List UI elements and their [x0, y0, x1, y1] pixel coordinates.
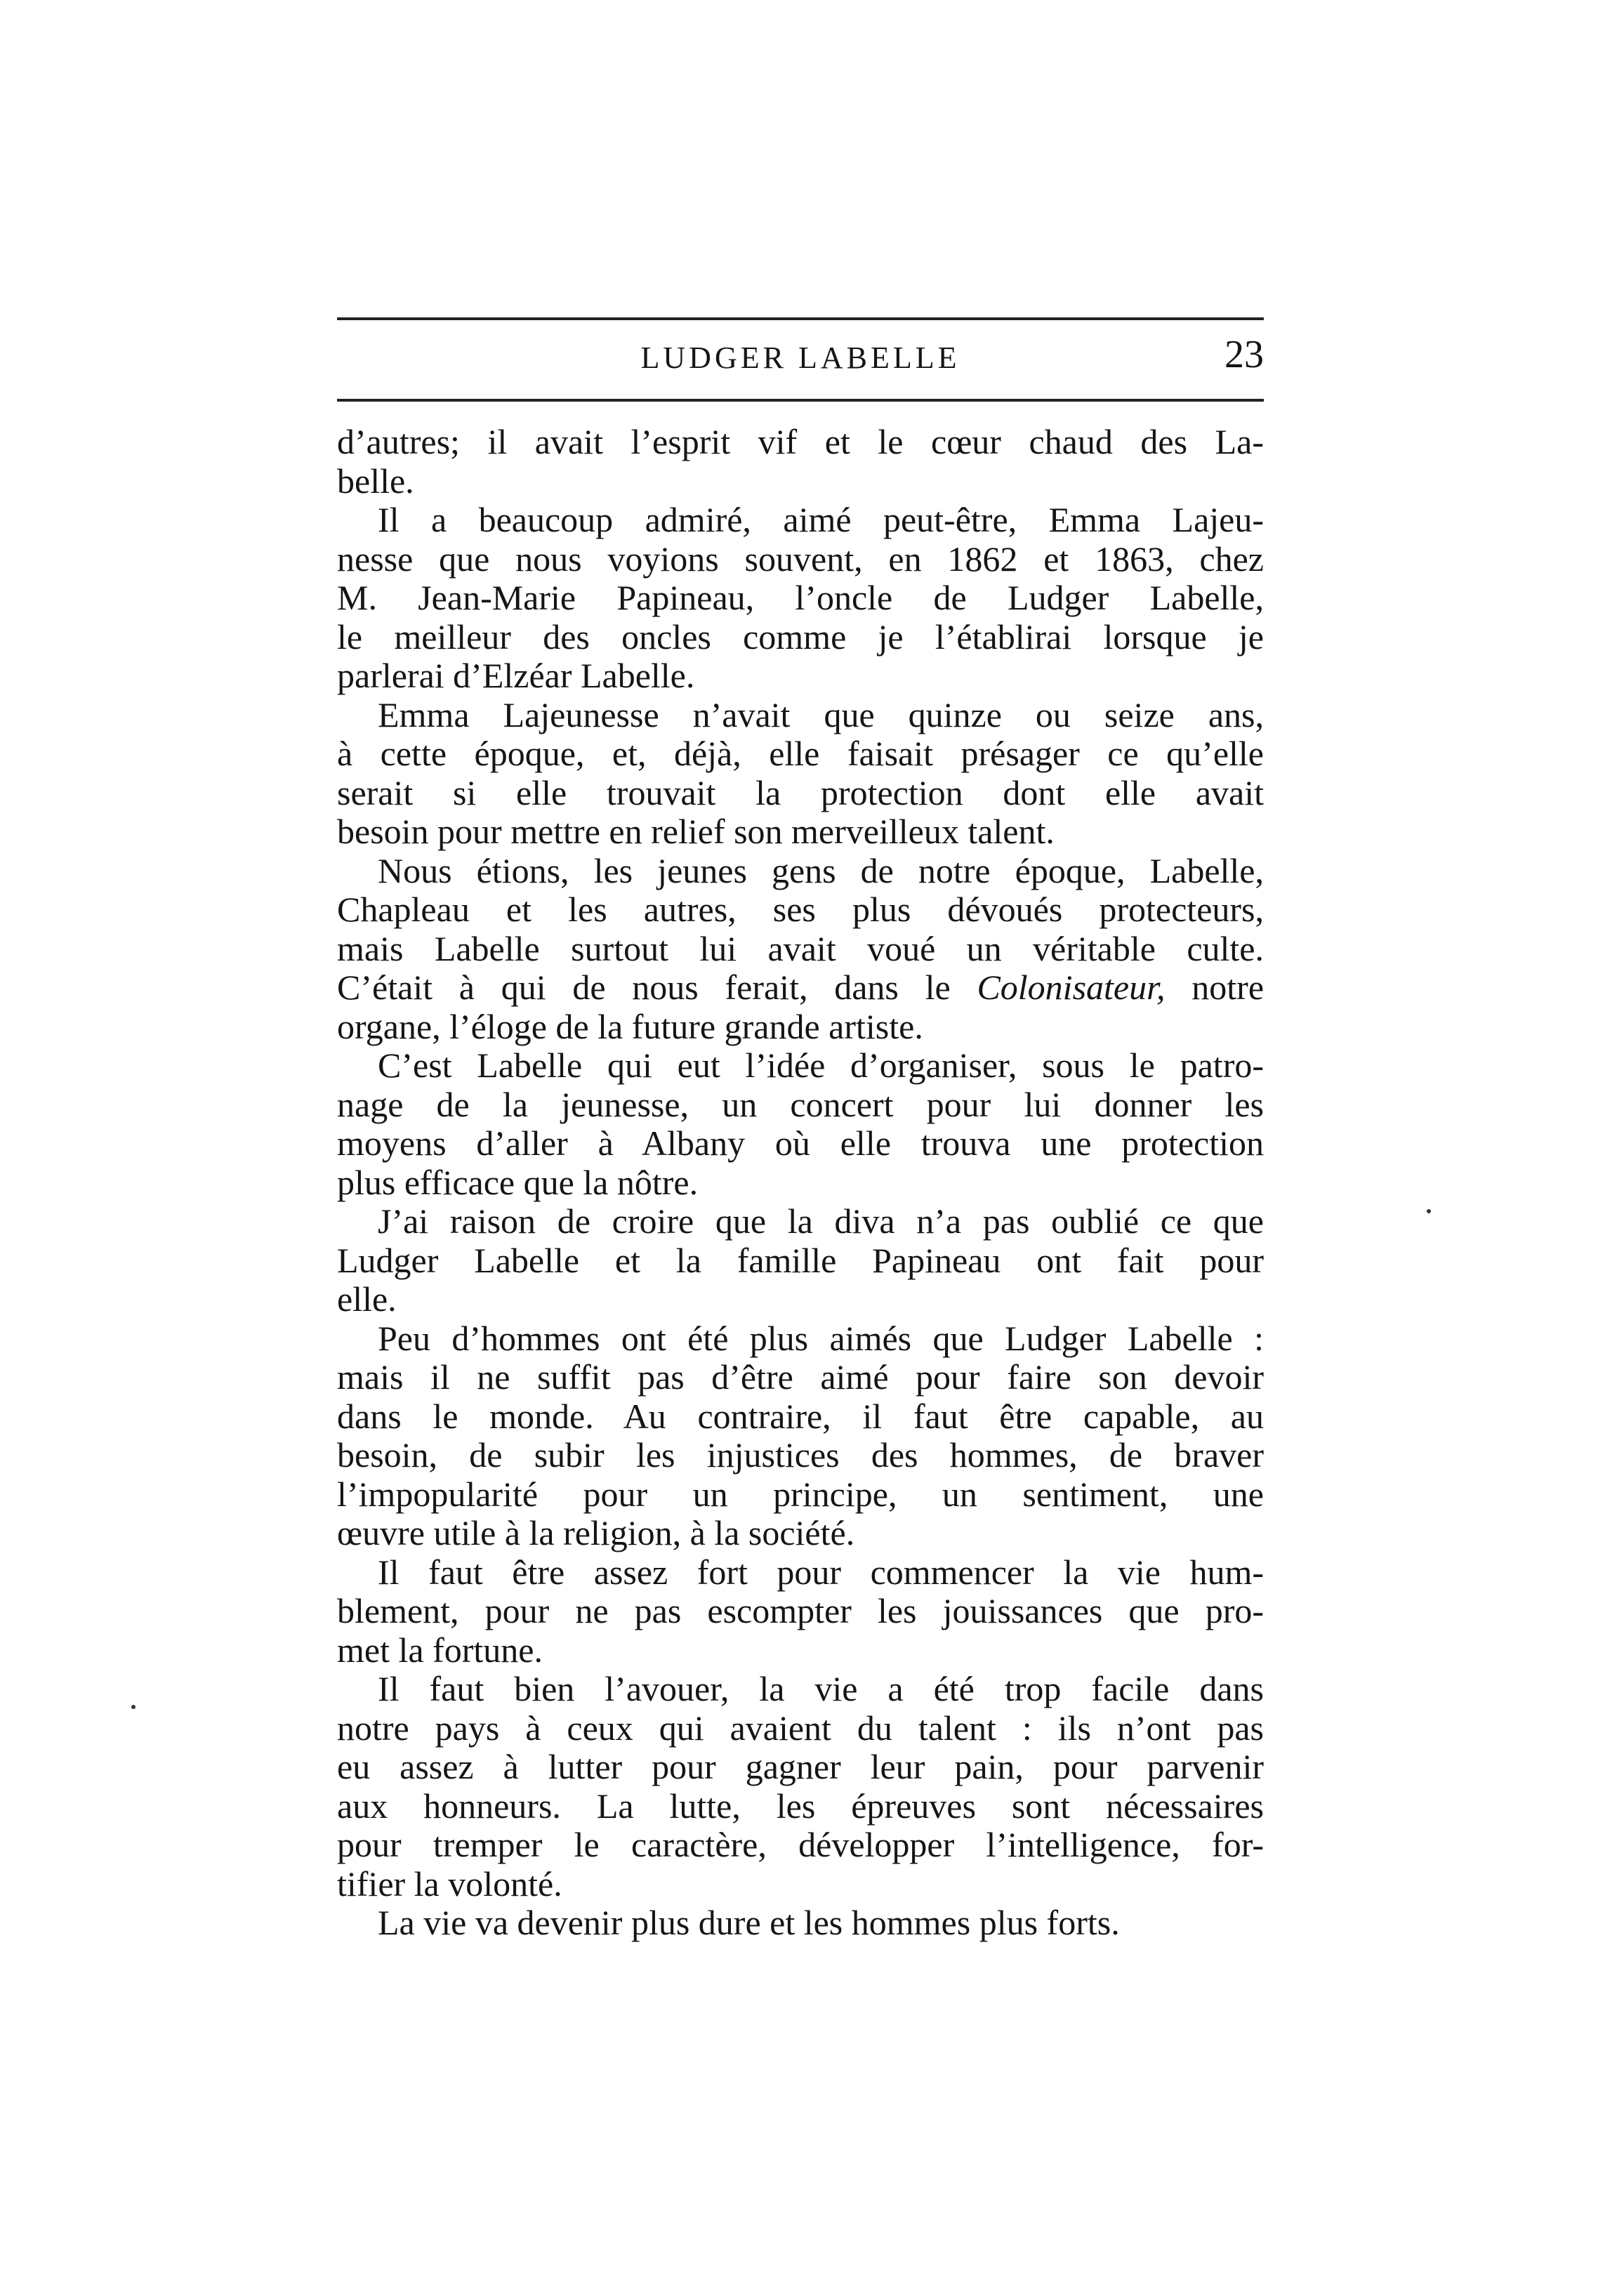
text-line-content: Il faut bien l’avouer, la vie a été trop facile dans [378, 1669, 1264, 1708]
text-line [337, 1008, 1264, 1047]
text-line [337, 423, 1264, 462]
text-line [337, 1592, 1264, 1631]
text-line [337, 1475, 1264, 1515]
text-line [337, 462, 1264, 501]
text-line [337, 1826, 1264, 1865]
text-line-content: organe, l’éloge de la future grande artiste. [337, 1006, 923, 1046]
text-line-content: moyens d’aller à Albany où elle trouva une protection [337, 1123, 1264, 1163]
text-line-content: dans le monde. Au contraire, il faut être capable, au [337, 1396, 1264, 1436]
text-line-content: eu assez à lutter pour gagner leur pain, pour parvenir [337, 1747, 1264, 1786]
text-line [337, 696, 1264, 735]
header-rule-bottom [337, 399, 1264, 402]
text-line [337, 1709, 1264, 1748]
text-line [337, 1787, 1264, 1826]
text-line [337, 1280, 1264, 1319]
text-line-content: C’était à qui de nous ferait, dans le [337, 968, 977, 1007]
running-header [337, 327, 1264, 390]
text-line-content: met la fortune. [337, 1630, 543, 1670]
text-line [337, 579, 1264, 618]
text-line-content: nage de la jeunesse, un concert pour lui donner les [337, 1084, 1264, 1124]
text-line-content: Il a beaucoup admiré, aimé peut-être, Emma Lajeu- [378, 500, 1264, 539]
text-line-content: Ludger Labelle et la famille Papineau ont fait pour [337, 1240, 1264, 1280]
text-line [337, 890, 1264, 930]
text-line-content: J’ai raison de croire que la diva n’a pas oublié ce que [378, 1201, 1264, 1241]
text-line [337, 540, 1264, 579]
text-line [337, 1086, 1264, 1125]
text-line-content: M. Jean-Marie Papineau, l’oncle de Ludger Labelle, [337, 578, 1264, 617]
text-line [337, 618, 1264, 657]
text-line-content: Chapleau et les autres, ses plus dévoués protecteurs, [337, 890, 1264, 929]
text-line-content: l’impopularité pour un principe, un sentiment, une [337, 1474, 1264, 1514]
text-line-content: notre [1165, 968, 1265, 1007]
text-line-content: mais il ne suffit pas d’être aimé pour faire son devoir [337, 1357, 1264, 1397]
text-line [337, 852, 1264, 891]
text-line-content: parlerai d’Elzéar Labelle. [337, 656, 695, 695]
text-line [337, 1865, 1264, 1904]
text-line [337, 812, 1264, 852]
text-line-content: Emma Lajeunesse n’avait que quinze ou seize ans, [378, 694, 1264, 734]
text-line-content: besoin pour mettre en relief son merveilleux talent. [337, 812, 1055, 851]
running-title: LUDGER LABELLE [640, 341, 960, 375]
text-line-content: La vie va devenir plus dure et les hommes plus forts. [378, 1903, 1120, 1942]
text-line [337, 1163, 1264, 1203]
text-line-content: elle. [337, 1279, 397, 1319]
text-line [337, 774, 1264, 813]
text-line [337, 734, 1264, 774]
text-line-content: plus efficace que la nôtre. [337, 1162, 699, 1202]
text-line [337, 1358, 1264, 1397]
header-rule-top [337, 317, 1264, 320]
text-line [337, 1046, 1264, 1086]
text-line [337, 657, 1264, 696]
text-line-content: Nous étions, les jeunes gens de notre époque, Labelle, [378, 850, 1264, 890]
text-line [337, 1436, 1264, 1475]
paper-speck [131, 1705, 136, 1709]
text-line-content: nesse que nous voyions souvent, en 1862 et 1863, chez [337, 539, 1264, 579]
text-line [337, 1241, 1264, 1281]
page-number: 23 [1224, 333, 1264, 376]
text-line [337, 968, 1264, 1008]
text-line [337, 1202, 1264, 1241]
italic-title: Colonisateur, [977, 968, 1166, 1007]
paper-speck [1427, 1209, 1431, 1213]
text-line-content: serait si elle trouvait la protection dont elle avait [337, 772, 1264, 812]
text-line [337, 1514, 1264, 1553]
text-line [337, 1124, 1264, 1163]
text-line-content: besoin, de subir les injustices des hommes, de braver [337, 1435, 1264, 1475]
text-line [337, 1904, 1264, 1943]
text-line-content: blement, pour ne pas escompter les jouissances que pro- [337, 1591, 1264, 1630]
text-line-content: d’autres; il avait l’esprit vif et le cœur chaud des La- [337, 422, 1264, 461]
text-line-content: C’est Labelle qui eut l’idée d’organiser, sous le patro- [378, 1046, 1264, 1085]
text-line [337, 501, 1264, 540]
text-line [337, 1631, 1264, 1670]
text-line-content: Peu d’hommes ont été plus aimés que Ludger Labelle : [378, 1318, 1264, 1358]
text-line-content: Il faut être assez fort pour commencer la vie hum- [378, 1552, 1264, 1592]
text-line-content: mais Labelle surtout lui avait voué un véritable culte. [337, 928, 1264, 968]
text-line-content: le meilleur des oncles comme je l’établirai lorsque je [337, 616, 1264, 657]
text-line [337, 1319, 1264, 1359]
text-line-content: aux honneurs. La lutte, les épreuves sont nécessaires [337, 1786, 1264, 1826]
text-line-content: notre pays à ceux qui avaient du talent : ils n’ont pas [337, 1708, 1264, 1748]
body-text [337, 423, 1264, 1943]
text-line [337, 1670, 1264, 1709]
text-line-content: œuvre utile à la religion, à la société. [337, 1513, 855, 1552]
text-line-content: pour tremper le caractère, développer l’intelligence, for- [337, 1825, 1264, 1864]
text-line [337, 1748, 1264, 1787]
text-line [337, 1397, 1264, 1437]
text-line [337, 1553, 1264, 1592]
text-line-content: tifier la volonté. [337, 1864, 562, 1904]
text-line [337, 930, 1264, 969]
text-line-content: belle. [337, 461, 414, 501]
text-line-content: à cette époque, et, déjà, elle faisait présager ce qu’elle [337, 734, 1264, 773]
